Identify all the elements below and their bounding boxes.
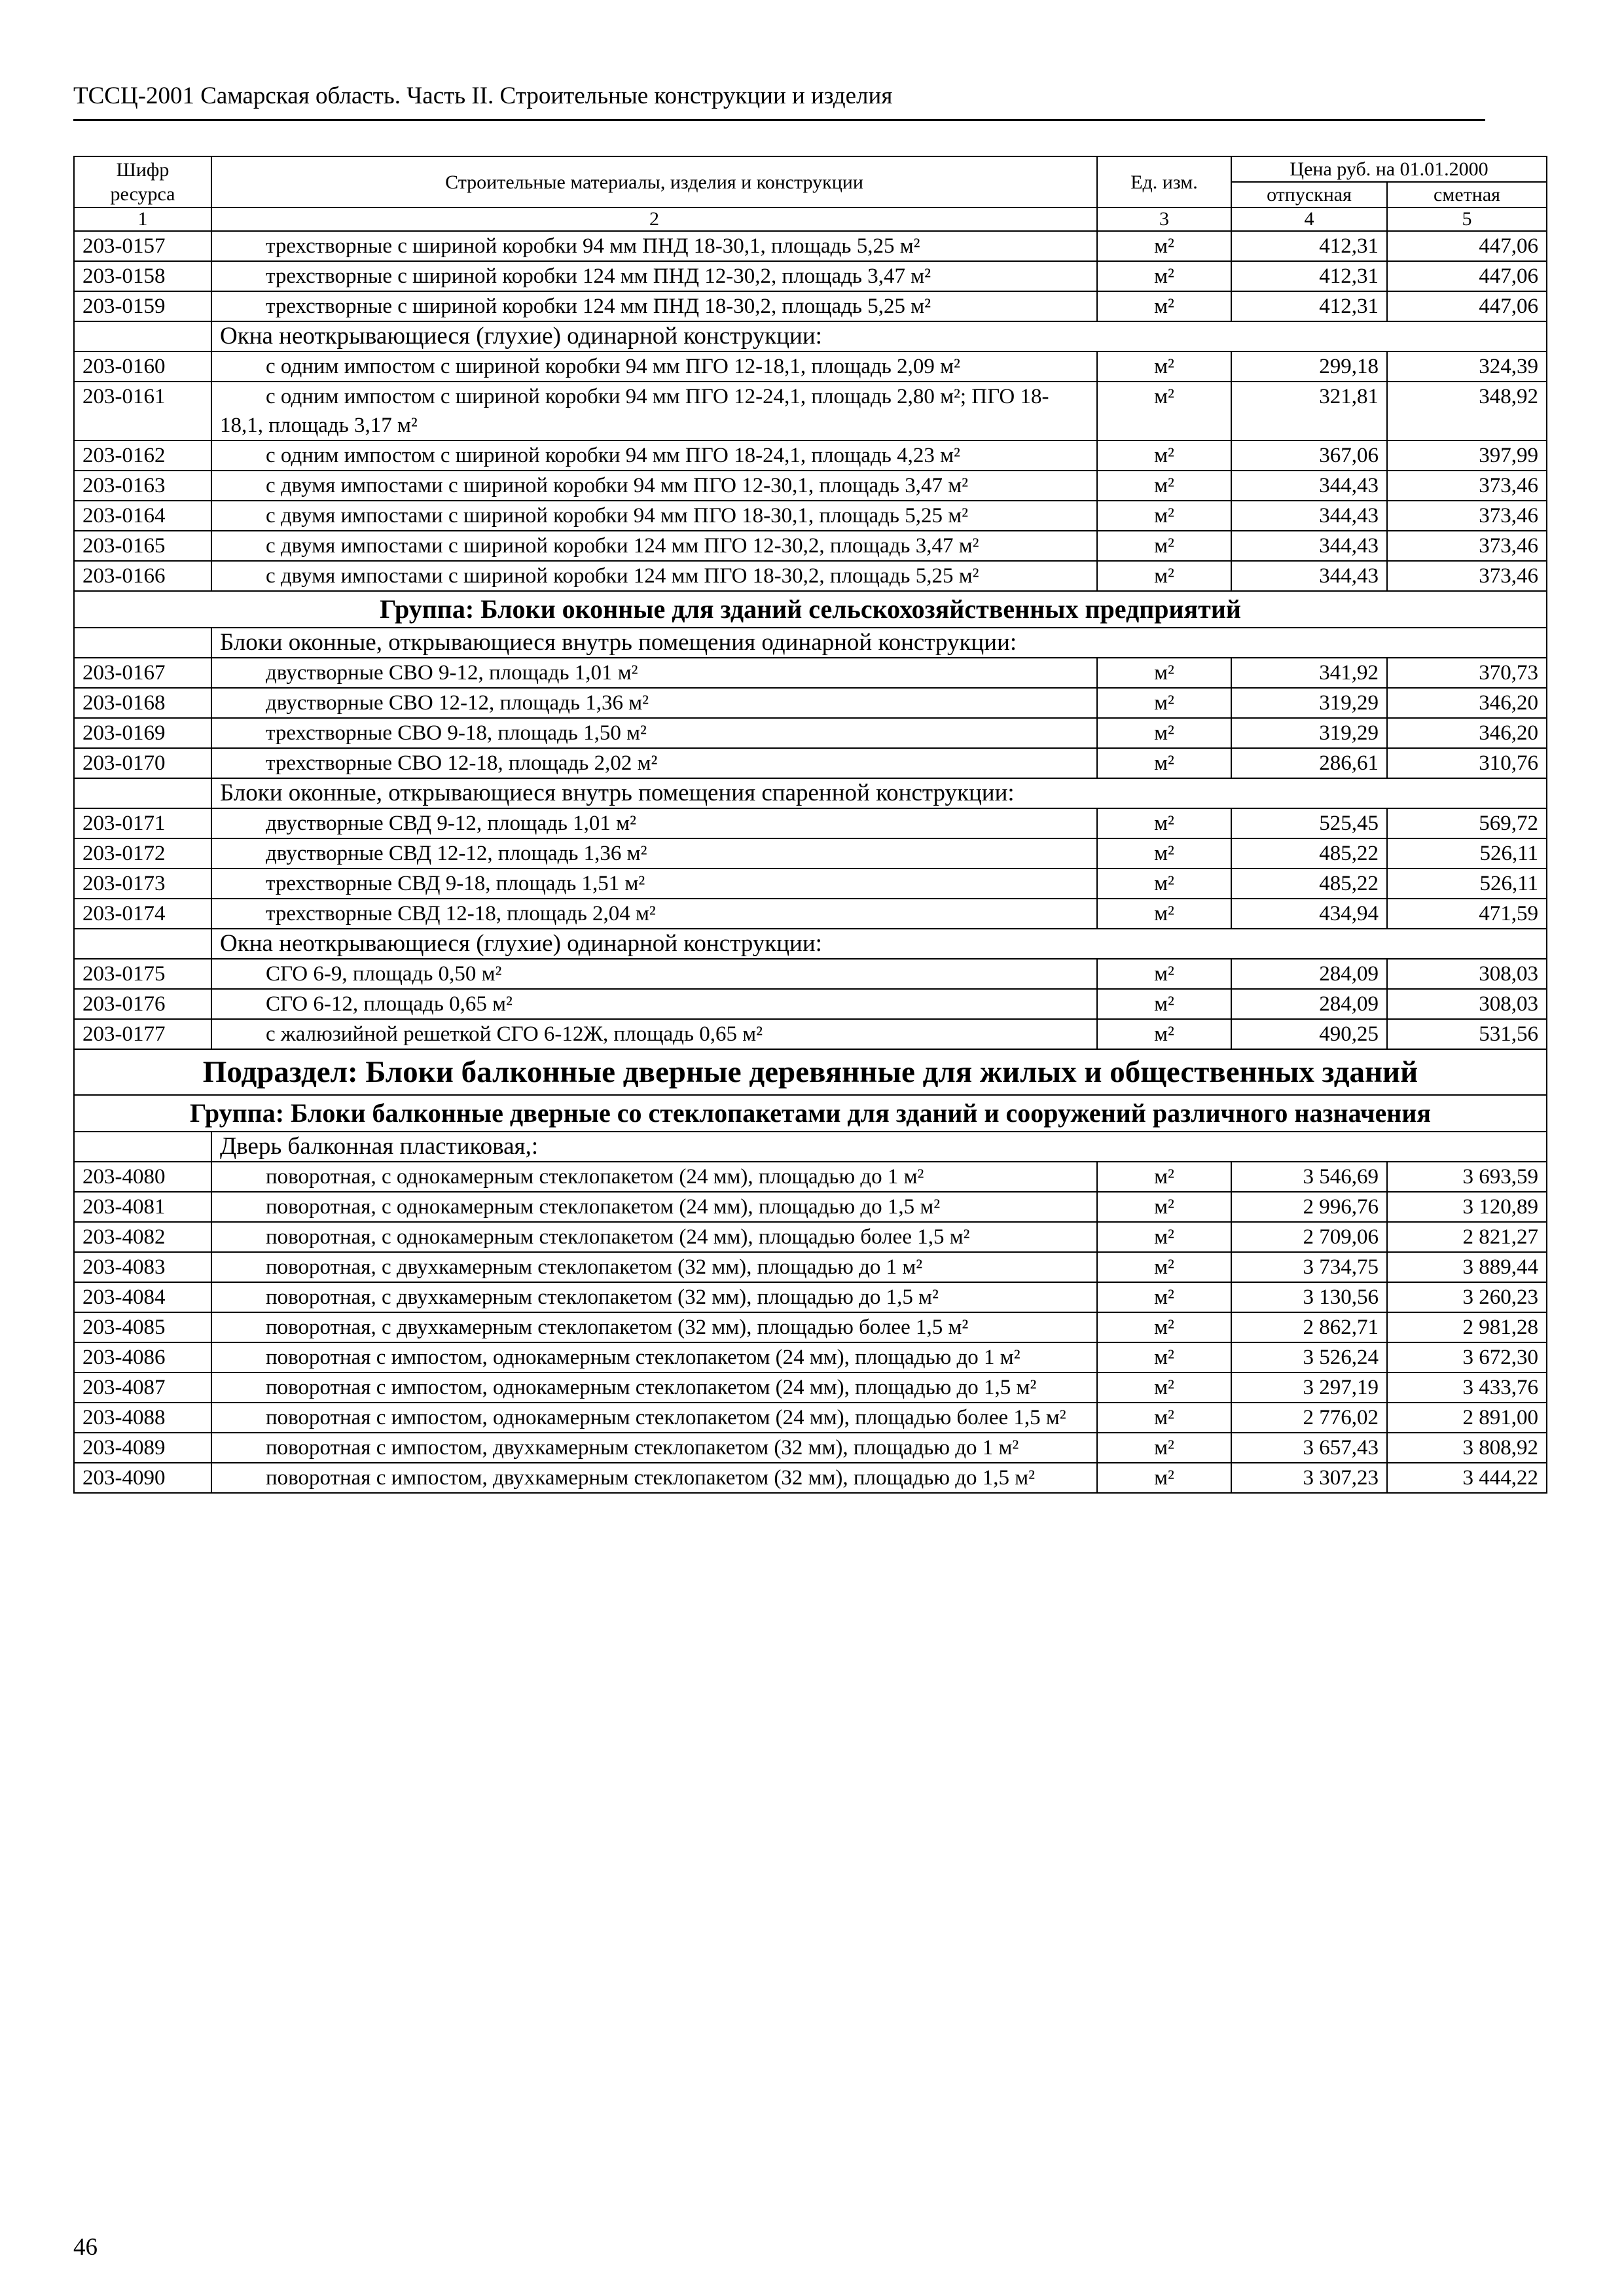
- table-body: [74, 231, 1547, 1493]
- unit: м²: [1097, 688, 1231, 718]
- unit: м²: [1097, 382, 1231, 440]
- table-row: [74, 1192, 1547, 1222]
- subheading: Блоки оконные, открывающиеся внутрь помещения спаренной конструкции:: [211, 778, 1547, 808]
- estimate-price: 308,03: [1387, 989, 1547, 1019]
- item-description: двустворные СВД 12-12, площадь 1,36 м²: [211, 838, 1097, 869]
- release-price: 299,18: [1231, 351, 1387, 382]
- release-price: 2 862,71: [1231, 1312, 1387, 1342]
- estimate-price: 346,20: [1387, 718, 1547, 748]
- empty-code-cell: [74, 778, 211, 808]
- table-row: [74, 838, 1547, 869]
- item-description: поворотная, с однокамерным стеклопакетом (24 мм), площадью более 1,5 м²: [211, 1222, 1097, 1252]
- release-price: 3 526,24: [1231, 1342, 1387, 1372]
- item-description: трехстворные СВО 12-18, площадь 2,02 м²: [211, 748, 1097, 778]
- estimate-price: 3 693,59: [1387, 1162, 1547, 1192]
- resource-code: 203-0161: [74, 382, 211, 440]
- release-price: 321,81: [1231, 382, 1387, 440]
- resource-code: 203-0159: [74, 291, 211, 321]
- release-price: 319,29: [1231, 718, 1387, 748]
- release-price: 3 297,19: [1231, 1372, 1387, 1403]
- estimate-price: 324,39: [1387, 351, 1547, 382]
- item-description: поворотная с импостом, однокамерным стеклопакетом (24 мм), площадью до 1,5 м²: [211, 1372, 1097, 1403]
- release-price: 525,45: [1231, 808, 1387, 838]
- release-price: 284,09: [1231, 959, 1387, 989]
- table-row: [74, 1222, 1547, 1252]
- unit: м²: [1097, 1162, 1231, 1192]
- resource-code: 203-4081: [74, 1192, 211, 1222]
- release-price: 319,29: [1231, 688, 1387, 718]
- resource-code: 203-0165: [74, 531, 211, 561]
- resource-code: 203-0160: [74, 351, 211, 382]
- resource-code: 203-0177: [74, 1019, 211, 1049]
- table-row: [74, 561, 1547, 591]
- estimate-price: 447,06: [1387, 291, 1547, 321]
- col-header-name: Строительные материалы, изделия и конструкции: [211, 156, 1097, 207]
- estimate-price: 569,72: [1387, 808, 1547, 838]
- item-description: с двумя импостами с шириной коробки 94 мм ПГО 12-30,1, площадь 3,47 м²: [211, 471, 1097, 501]
- price-table: [73, 156, 1547, 1494]
- unit: м²: [1097, 1192, 1231, 1222]
- release-price: 367,06: [1231, 440, 1387, 471]
- unit: м²: [1097, 899, 1231, 929]
- release-price: 2 776,02: [1231, 1403, 1387, 1433]
- item-description: трехстворные СВД 12-18, площадь 2,04 м²: [211, 899, 1097, 929]
- release-price: 3 657,43: [1231, 1433, 1387, 1463]
- item-description: поворотная с импостом, двухкамерным стеклопакетом (32 мм), площадью до 1 м²: [211, 1433, 1097, 1463]
- resource-code: 203-4089: [74, 1433, 211, 1463]
- subheading-row: [74, 321, 1547, 351]
- estimate-price: 3 672,30: [1387, 1342, 1547, 1372]
- estimate-price: 3 889,44: [1387, 1252, 1547, 1282]
- resource-code: 203-4085: [74, 1312, 211, 1342]
- section-heading: Подраздел: Блоки балконные дверные деревянные для жилых и общественных зданий: [74, 1049, 1547, 1095]
- table-row: [74, 351, 1547, 382]
- table-row: [74, 1282, 1547, 1312]
- estimate-price: 370,73: [1387, 658, 1547, 688]
- resource-code: 203-0175: [74, 959, 211, 989]
- release-price: 3 307,23: [1231, 1463, 1387, 1493]
- unit: м²: [1097, 561, 1231, 591]
- item-description: поворотная, с однокамерным стеклопакетом (24 мм), площадью до 1,5 м²: [211, 1192, 1097, 1222]
- estimate-price: 3 808,92: [1387, 1433, 1547, 1463]
- estimate-price: 471,59: [1387, 899, 1547, 929]
- col-header-price: Цена руб. на 01.01.2000: [1231, 156, 1547, 182]
- page-number: 46: [73, 2234, 98, 2261]
- subheading-row: [74, 929, 1547, 959]
- table-row: [74, 531, 1547, 561]
- resource-code: 203-0170: [74, 748, 211, 778]
- table-row: [74, 261, 1547, 291]
- estimate-price: 2 821,27: [1387, 1222, 1547, 1252]
- estimate-price: 310,76: [1387, 748, 1547, 778]
- table-row: [74, 658, 1547, 688]
- table-row: [74, 718, 1547, 748]
- section-heading-row: [74, 1049, 1547, 1095]
- estimate-price: 2 981,28: [1387, 1312, 1547, 1342]
- item-description: поворотная, с двухкамерным стеклопакетом (32 мм), площадью до 1,5 м²: [211, 1282, 1097, 1312]
- estimate-price: 373,46: [1387, 531, 1547, 561]
- unit: м²: [1097, 959, 1231, 989]
- resource-code: 203-0173: [74, 869, 211, 899]
- release-price: 344,43: [1231, 471, 1387, 501]
- resource-code: 203-0164: [74, 501, 211, 531]
- resource-code: 203-0157: [74, 231, 211, 261]
- table-row: [74, 1342, 1547, 1372]
- release-price: 3 734,75: [1231, 1252, 1387, 1282]
- subheading: Окна неоткрывающиеся (глухие) одинарной конструкции:: [211, 929, 1547, 959]
- estimate-price: 373,46: [1387, 471, 1547, 501]
- unit: м²: [1097, 1019, 1231, 1049]
- resource-code: 203-0169: [74, 718, 211, 748]
- release-price: 341,92: [1231, 658, 1387, 688]
- col-number: 5: [1387, 207, 1547, 231]
- release-price: 3 130,56: [1231, 1282, 1387, 1312]
- release-price: 344,43: [1231, 531, 1387, 561]
- item-description: с одним импостом с шириной коробки 94 мм ПГО 12-24,1, площадь 2,80 м²; ПГО 18-18,1, площадь 3,17 м²: [211, 382, 1097, 440]
- unit: м²: [1097, 1252, 1231, 1282]
- release-price: 2 996,76: [1231, 1192, 1387, 1222]
- table-row: [74, 231, 1547, 261]
- unit: м²: [1097, 1372, 1231, 1403]
- item-description: поворотная с импостом, однокамерным стеклопакетом (24 мм), площадью более 1,5 м²: [211, 1403, 1097, 1433]
- unit: м²: [1097, 838, 1231, 869]
- group-heading-row: [74, 591, 1547, 628]
- unit: м²: [1097, 1282, 1231, 1312]
- table-row: [74, 471, 1547, 501]
- col-number: 4: [1231, 207, 1387, 231]
- estimate-price: 2 891,00: [1387, 1403, 1547, 1433]
- empty-code-cell: [74, 1132, 211, 1162]
- item-description: с одним импостом с шириной коробки 94 мм ПГО 12-18,1, площадь 2,09 м²: [211, 351, 1097, 382]
- resource-code: 203-4088: [74, 1403, 211, 1433]
- estimate-price: 3 433,76: [1387, 1372, 1547, 1403]
- unit: м²: [1097, 531, 1231, 561]
- estimate-price: 447,06: [1387, 231, 1547, 261]
- release-price: 344,43: [1231, 561, 1387, 591]
- release-price: 2 709,06: [1231, 1222, 1387, 1252]
- release-price: 284,09: [1231, 989, 1387, 1019]
- unit: м²: [1097, 808, 1231, 838]
- resource-code: 203-0163: [74, 471, 211, 501]
- table-row: [74, 899, 1547, 929]
- release-price: 286,61: [1231, 748, 1387, 778]
- subheading: Блоки оконные, открывающиеся внутрь помещения одинарной конструкции:: [211, 628, 1547, 658]
- resource-code: 203-0158: [74, 261, 211, 291]
- item-description: СГО 6-9, площадь 0,50 м²: [211, 959, 1097, 989]
- unit: м²: [1097, 261, 1231, 291]
- resource-code: 203-4086: [74, 1342, 211, 1372]
- release-price: 485,22: [1231, 869, 1387, 899]
- table-row: [74, 382, 1547, 440]
- item-description: трехстворные с шириной коробки 124 мм ПНД 12-30,2, площадь 3,47 м²: [211, 261, 1097, 291]
- table-row: [74, 1019, 1547, 1049]
- item-description: с двумя импостами с шириной коробки 124 мм ПГО 12-30,2, площадь 3,47 м²: [211, 531, 1097, 561]
- estimate-price: 3 260,23: [1387, 1282, 1547, 1312]
- col-number: 2: [211, 207, 1097, 231]
- subheading-row: [74, 778, 1547, 808]
- unit: м²: [1097, 440, 1231, 471]
- unit: м²: [1097, 291, 1231, 321]
- unit: м²: [1097, 1312, 1231, 1342]
- release-price: 3 546,69: [1231, 1162, 1387, 1192]
- resource-code: 203-0172: [74, 838, 211, 869]
- estimate-price: 447,06: [1387, 261, 1547, 291]
- item-description: поворотная, с однокамерным стеклопакетом (24 мм), площадью до 1 м²: [211, 1162, 1097, 1192]
- resource-code: 203-4087: [74, 1372, 211, 1403]
- subheading-row: [74, 1132, 1547, 1162]
- header-rule: [73, 119, 1485, 121]
- estimate-price: 3 444,22: [1387, 1463, 1547, 1493]
- item-description: СГО 6-12, площадь 0,65 м²: [211, 989, 1097, 1019]
- unit: м²: [1097, 1342, 1231, 1372]
- resource-code: 203-4090: [74, 1463, 211, 1493]
- table-row: [74, 1403, 1547, 1433]
- table-row: [74, 869, 1547, 899]
- col-header-unit: Ед. изм.: [1097, 156, 1231, 207]
- unit: м²: [1097, 748, 1231, 778]
- resource-code: 203-4084: [74, 1282, 211, 1312]
- group-heading: Группа: Блоки оконные для зданий сельскохозяйственных предприятий: [74, 591, 1547, 628]
- table-row: [74, 989, 1547, 1019]
- subheading: Дверь балконная пластиковая,:: [211, 1132, 1547, 1162]
- resource-code: 203-0168: [74, 688, 211, 718]
- item-description: трехстворные СВД 9-18, площадь 1,51 м²: [211, 869, 1097, 899]
- item-description: поворотная с импостом, двухкамерным стеклопакетом (32 мм), площадью до 1,5 м²: [211, 1463, 1097, 1493]
- estimate-price: 373,46: [1387, 561, 1547, 591]
- page-header: ТССЦ-2001 Самарская область. Часть II. Строительные конструкции и изделия: [73, 82, 893, 109]
- unit: м²: [1097, 501, 1231, 531]
- release-price: 412,31: [1231, 291, 1387, 321]
- resource-code: 203-0171: [74, 808, 211, 838]
- table-row: [74, 1372, 1547, 1403]
- table-row: [74, 959, 1547, 989]
- item-description: трехстворные с шириной коробки 124 мм ПНД 18-30,2, площадь 5,25 м²: [211, 291, 1097, 321]
- item-description: поворотная, с двухкамерным стеклопакетом (32 мм), площадью более 1,5 м²: [211, 1312, 1097, 1342]
- unit: м²: [1097, 718, 1231, 748]
- unit: м²: [1097, 351, 1231, 382]
- item-description: с жалюзийной решеткой СГО 6-12Ж, площадь 0,65 м²: [211, 1019, 1097, 1049]
- unit: м²: [1097, 1463, 1231, 1493]
- table-row: [74, 1433, 1547, 1463]
- unit: м²: [1097, 989, 1231, 1019]
- table-row: [74, 688, 1547, 718]
- item-description: двустворные СВО 12-12, площадь 1,36 м²: [211, 688, 1097, 718]
- estimate-price: 526,11: [1387, 838, 1547, 869]
- release-price: 412,31: [1231, 231, 1387, 261]
- item-description: двустворные СВО 9-12, площадь 1,01 м²: [211, 658, 1097, 688]
- unit: м²: [1097, 1433, 1231, 1463]
- subheading: Окна неоткрывающиеся (глухие) одинарной конструкции:: [211, 321, 1547, 351]
- estimate-price: 348,92: [1387, 382, 1547, 440]
- empty-code-cell: [74, 929, 211, 959]
- estimate-price: 3 120,89: [1387, 1192, 1547, 1222]
- resource-code: 203-0166: [74, 561, 211, 591]
- group-heading-row: [74, 1095, 1547, 1132]
- item-description: с двумя импостами с шириной коробки 94 мм ПГО 18-30,1, площадь 5,25 м²: [211, 501, 1097, 531]
- release-price: 485,22: [1231, 838, 1387, 869]
- resource-code: 203-4083: [74, 1252, 211, 1282]
- item-description: двустворные СВД 9-12, площадь 1,01 м²: [211, 808, 1097, 838]
- empty-code-cell: [74, 628, 211, 658]
- item-description: с одним импостом с шириной коробки 94 мм ПГО 18-24,1, площадь 4,23 м²: [211, 440, 1097, 471]
- estimate-price: 526,11: [1387, 869, 1547, 899]
- item-description: трехстворные СВО 9-18, площадь 1,50 м²: [211, 718, 1097, 748]
- resource-code: 203-0176: [74, 989, 211, 1019]
- resource-code: 203-0162: [74, 440, 211, 471]
- unit: м²: [1097, 1403, 1231, 1433]
- item-description: с двумя импостами с шириной коробки 124 мм ПГО 18-30,2, площадь 5,25 м²: [211, 561, 1097, 591]
- table-row: [74, 501, 1547, 531]
- table-row: [74, 440, 1547, 471]
- table-row: [74, 1463, 1547, 1493]
- release-price: 490,25: [1231, 1019, 1387, 1049]
- item-description: трехстворные с шириной коробки 94 мм ПНД 18-30,1, площадь 5,25 м²: [211, 231, 1097, 261]
- release-price: 412,31: [1231, 261, 1387, 291]
- estimate-price: 397,99: [1387, 440, 1547, 471]
- subheading-row: [74, 628, 1547, 658]
- group-heading: Группа: Блоки балконные дверные со стеклопакетами для зданий и сооружений различного назначения: [74, 1095, 1547, 1132]
- estimate-price: 308,03: [1387, 959, 1547, 989]
- resource-code: 203-4080: [74, 1162, 211, 1192]
- table-row: [74, 748, 1547, 778]
- table-row: [74, 291, 1547, 321]
- unit: м²: [1097, 471, 1231, 501]
- unit: м²: [1097, 658, 1231, 688]
- col-header-code: Шифр ресурса: [74, 156, 211, 207]
- table-row: [74, 1312, 1547, 1342]
- resource-code: 203-0167: [74, 658, 211, 688]
- unit: м²: [1097, 1222, 1231, 1252]
- unit: м²: [1097, 869, 1231, 899]
- table-row: [74, 1162, 1547, 1192]
- item-description: поворотная с импостом, однокамерным стеклопакетом (24 мм), площадью до 1 м²: [211, 1342, 1097, 1372]
- estimate-price: 373,46: [1387, 501, 1547, 531]
- release-price: 434,94: [1231, 899, 1387, 929]
- estimate-price: 346,20: [1387, 688, 1547, 718]
- estimate-price: 531,56: [1387, 1019, 1547, 1049]
- table-row: [74, 1252, 1547, 1282]
- col-number: 1: [74, 207, 211, 231]
- resource-code: 203-0174: [74, 899, 211, 929]
- item-description: поворотная, с двухкамерным стеклопакетом (32 мм), площадью до 1 м²: [211, 1252, 1097, 1282]
- release-price: 344,43: [1231, 501, 1387, 531]
- unit: м²: [1097, 231, 1231, 261]
- resource-code: 203-4082: [74, 1222, 211, 1252]
- col-number: 3: [1097, 207, 1231, 231]
- col-header-estimate-price: сметная: [1387, 182, 1547, 207]
- col-header-release-price: отпускная: [1231, 182, 1387, 207]
- empty-code-cell: [74, 321, 211, 351]
- table-row: [74, 808, 1547, 838]
